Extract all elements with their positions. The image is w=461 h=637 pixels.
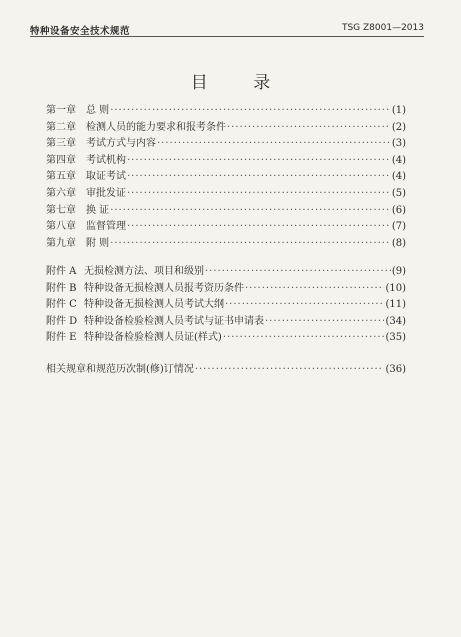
dot-leader [127,221,391,232]
dot-leader [195,364,385,375]
page-number: (5) [391,187,406,199]
toc-row-annex-a[interactable] [46,262,406,279]
page-number: (7) [391,221,406,233]
toc-row-chapter-6[interactable] [46,184,406,201]
page-number: (9) [391,266,406,277]
annex-title: 特种设备检验检测人员证(样式) [84,332,222,344]
annex-number: 附件 C [46,299,77,311]
dot-leader [205,266,391,277]
dot-leader [227,122,391,133]
toc-row-chapter-4[interactable] [46,151,406,168]
annex-number: 附件 E [46,332,77,344]
annex-title: 无损检测方法、项目和级别 [84,266,204,277]
chapter-number: 第三章 [46,138,76,150]
chapter-number: 第五章 [46,171,76,183]
page-number: (6) [391,204,406,216]
chapter-title: 检测人员的能力要求和报考条件 [86,121,226,133]
annex-title: 特种设备无损检测人员考试大纲 [84,299,224,311]
chapter-title: 总 则 [86,105,110,116]
page-number: (4) [391,154,406,166]
page-number: (4) [391,171,406,183]
annex-number: 附件 A [46,266,77,277]
chapter-title: 取证考试 [86,171,126,183]
header-title: 特种设备安全技术规范 [30,26,131,37]
toc-row-annex-b[interactable] [46,279,406,296]
toc-row-chapter-3[interactable] [46,134,406,151]
chapter-list [46,101,406,250]
dot-leader [245,283,384,294]
chapter-number: 第六章 [46,187,76,199]
dot-leader [110,205,391,216]
toc-row-chapter-9[interactable] [46,234,406,251]
page-number: (10) [385,282,406,294]
page-number: (11) [385,299,406,311]
chapter-number: 第九章 [46,237,76,249]
page-number: (36) [385,364,406,375]
dot-leader [223,332,385,343]
chapter-title: 换 证 [86,204,110,216]
dot-leader [110,105,391,116]
toc-row-annex-e[interactable] [46,328,406,345]
chapter-number: 第八章 [46,221,76,233]
annex-title: 特种设备检验检测人员考试与证书申请表 [84,315,264,327]
toc-row-chapter-5[interactable] [46,167,406,184]
annex-number: 附件 B [46,282,77,294]
chapter-number: 第七章 [46,204,76,216]
chapter-title: 考试机构 [86,154,126,166]
chapter-title: 审批发证 [86,187,126,199]
page-number: (2) [391,121,406,133]
toc-row-chapter-2[interactable] [46,118,406,135]
page-number: (34) [385,315,406,327]
annex-number: 附件 D [46,315,78,327]
history-title: 相关规章和规范历次制(修)订情况 [46,364,194,375]
chapter-number: 第二章 [46,121,76,133]
chapter-title: 监督管理 [86,221,126,233]
chapter-number: 第一章 [46,105,76,116]
dot-leader [127,171,391,182]
toc-row-chapter-7[interactable] [46,201,406,218]
chapter-title: 附 则 [86,237,110,249]
dot-leader [127,188,391,199]
toc-row-annex-c[interactable] [46,295,406,312]
dot-leader [157,138,391,149]
chapter-number: 第四章 [46,154,76,166]
header-code: TSG Z8001—2013 [341,23,424,33]
annex-list [46,262,406,345]
toc-row-history[interactable] [46,360,406,377]
page-number: (1) [391,105,406,116]
page-number: (8) [391,237,406,249]
dot-leader [127,155,391,166]
annex-title: 特种设备无损检测人员报考资历条件 [84,282,244,294]
toc-row-chapter-8[interactable] [46,217,406,234]
page-number: (35) [385,332,406,344]
running-header [30,22,424,37]
toc-row-chapter-1[interactable] [46,101,406,118]
dot-leader [225,299,384,310]
page-number: (3) [391,138,406,150]
history-list [46,360,406,377]
dot-leader [265,316,384,327]
dot-leader [110,238,391,249]
toc-row-annex-d[interactable] [46,312,406,329]
toc-title: 目 录 [190,73,291,93]
chapter-title: 考试方式与内容 [86,138,156,150]
